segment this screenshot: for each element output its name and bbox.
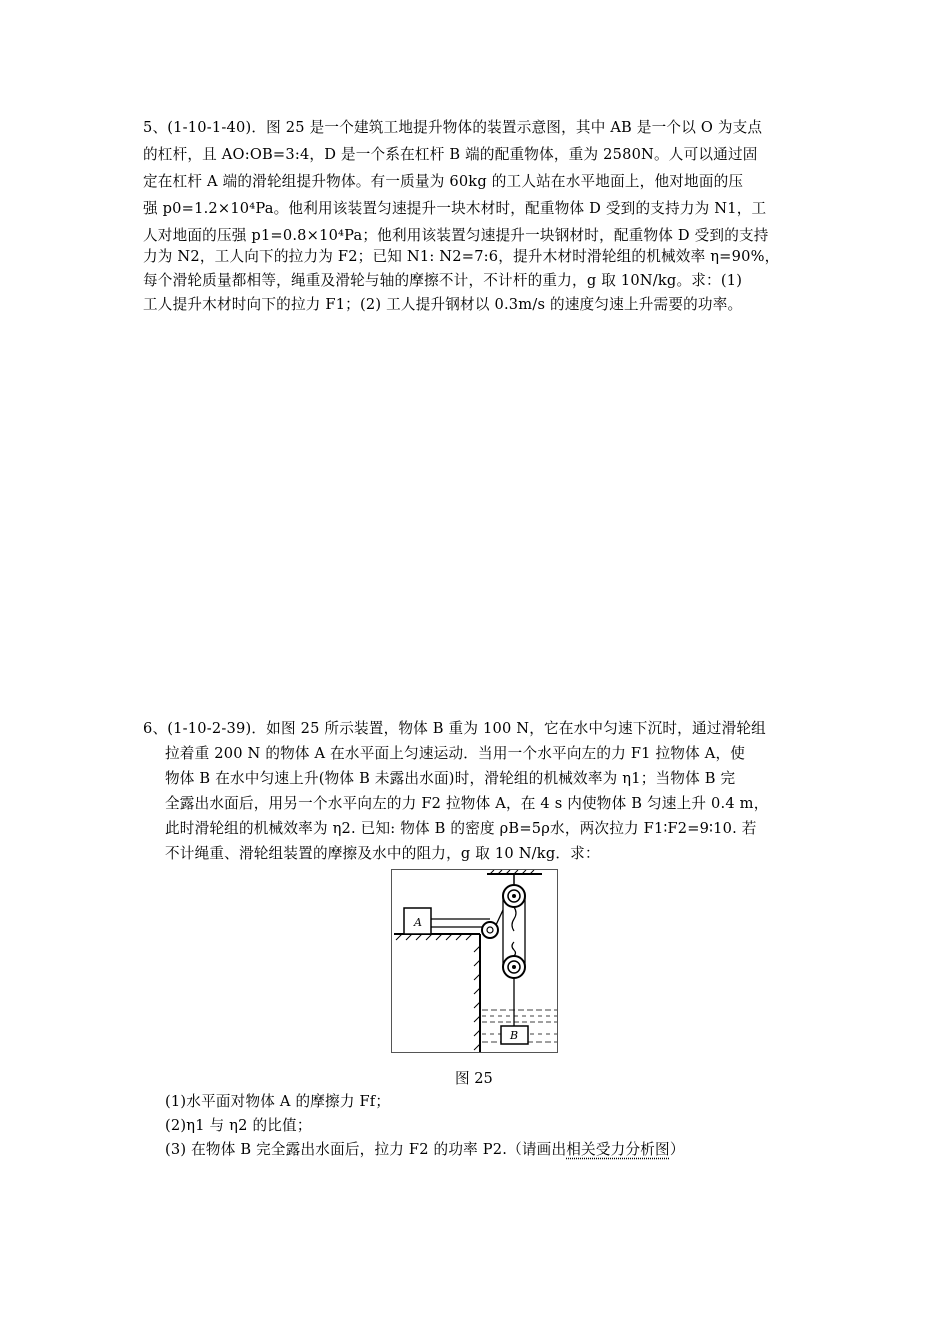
q6-line-6: 不计绳重、滑轮组装置的摩擦及水中的阻力，g 取 10 N/kg．求： bbox=[165, 845, 600, 862]
q6-line-4: 全露出水面后，用另一个水平向左的力 F2 拉物体 A，在 4 s 内使物体 B 匀速上升 0.4 m， bbox=[165, 795, 769, 812]
block-b-label: B bbox=[510, 1029, 519, 1042]
q5-line-2: 的杠杆，且 AO:OB=3:4，D 是一个系在杠杆 B 端的配重物体，重为 2580N。人可以通过固 bbox=[143, 146, 758, 163]
q6-line-1: 6、(1-10-2-39)．如图 25 所示装置，物体 B 重为 100 N，它在水中匀速下沉时，通过滑轮组 bbox=[143, 720, 766, 737]
q6-sub3-emphasis: 相关受力分析图 bbox=[566, 1141, 670, 1158]
q6-sub3-end: ） bbox=[669, 1141, 685, 1158]
q6-sub-question-2: (2)η1 与 η2 的比值； bbox=[165, 1117, 312, 1134]
q6-sub3-text: (3) 在物体 B 完全露出水面后，拉力 F2 的功率 P2.（请画出 bbox=[165, 1141, 567, 1158]
q6-sub-question-1: (1)水平面对物体 A 的摩擦力 Ff； bbox=[165, 1093, 391, 1110]
figure-25 bbox=[391, 869, 558, 1053]
q6-line-2: 拉着重 200 N 的物体 A 在水平面上匀速运动．当用一个水平向左的力 F1 拉物体 A，使 bbox=[165, 745, 746, 762]
q6-line-5: 此时滑轮组的机械效率为 η2. 已知: 物体 B 的密度 ρB=5ρ水，两次拉力 F1∶F2=9∶10. 若 bbox=[165, 820, 757, 837]
pulley-diagram bbox=[392, 870, 557, 1052]
block-a-label: A bbox=[414, 916, 422, 929]
q5-line-6: 力为 N2，工人向下的拉力为 F2；已知 N1: N2=7:6，提升木材时滑轮组的机械效率 η=90%， bbox=[143, 248, 780, 265]
q5-line-4: 强 p0=1.2×10⁴Pa。他利用该装置匀速提升一块木材时，配重物体 D 受到的支持力为 N1，工 bbox=[143, 200, 767, 217]
figure-caption: 图 25 bbox=[455, 1070, 493, 1087]
q5-line-8: 工人提升木材时向下的拉力 F1；(2) 工人提升钢材以 0.3m/s 的速度匀速上升需要的功率。 bbox=[143, 296, 743, 313]
q6-sub-question-3 bbox=[165, 1138, 685, 1162]
q5-line-1: 5、(1-10-1-40)．图 25 是一个建筑工地提升物体的装置示意图，其中 AB 是一个以 O 为支点 bbox=[143, 119, 763, 136]
q6-line-3: 物体 B 在水中匀速上升(物体 B 未露出水面)时，滑轮组的机械效率为 η1；当物体 B 完 bbox=[165, 770, 736, 787]
q5-line-7: 每个滑轮质量都相等，绳重及滑轮与轴的摩擦不计，不计杆的重力，g 取 10N/kg。求：(1) bbox=[143, 272, 743, 289]
q5-line-3: 定在杠杆 A 端的滑轮组提升物体。有一质量为 60kg 的工人站在水平地面上，他对地面的压 bbox=[143, 173, 744, 190]
q5-line-5: 人对地面的压强 p1=0.8×10⁴Pa；他利用该装置匀速提升一块钢材时，配重物体 D 受到的支持 bbox=[143, 227, 769, 244]
